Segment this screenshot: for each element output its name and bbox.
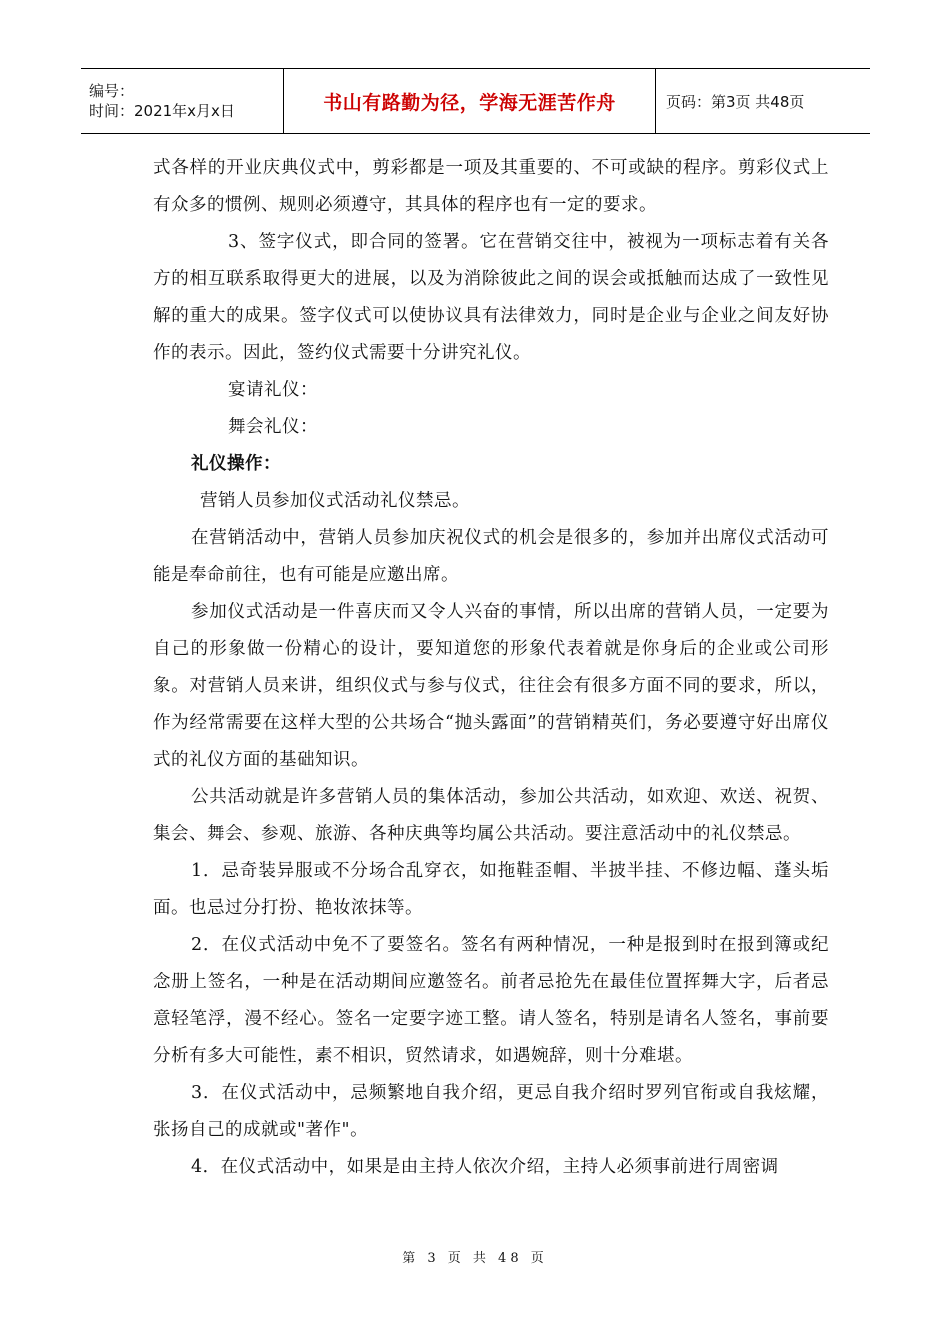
list-item: 3．在仪式活动中，忌频繁地自我介绍，更忌自我介绍时罗列官衔或自我炫耀，张扬自己的成就或"著作"。 (153, 1083, 829, 1140)
header-page-number: 页码：第3页 共48页 (666, 92, 805, 111)
paragraph: 营销人员参加仪式活动礼仪禁忌。 (200, 491, 470, 511)
paragraph: 3、签字仪式，即合同的签署。它在营销交往中，被视为一项标志着有关各方的相互联系取得更大的进展，以及为消除彼此之间的误会或抵触而达成了一致性见解的重大的成果。签字仪式可以使协议具有法律效力，同时是企业与企业之间友好协作的表示。因此，签约仪式需要十分讲究礼仪。 (153, 232, 829, 363)
header-motto: 书山有路勤为径，学海无涯苦作舟 (323, 91, 616, 114)
header-page-cell (656, 69, 870, 133)
list-item: 2．在仪式活动中免不了要签名。签名有两种情况，一种是报到时在报到簿或纪念册上签名，一种是在活动期间应邀签名。前者忌抢先在最佳位置挥舞大字，后者忌意轻笔浮，漫不经心。签名一定要字迹工整。请人签名，特别是请名人签名，事前要分析有多大可能性，素不相识，贸然请求，如遇婉辞，则十分难堪。 (153, 935, 829, 1066)
paragraph: 在营销活动中，营销人员参加庆祝仪式的机会是很多的，参加并出席仪式活动可能是奉命前往，也有可能是应邀出席。 (153, 528, 829, 585)
list-item: 1．忌奇装异服或不分场合乱穿衣，如拖鞋歪帽、半披半挂、不修边幅、蓬头垢面。也忌过分打扮、艳妆浓抹等。 (153, 861, 829, 918)
section-heading: 礼仪操作： (191, 454, 281, 474)
header-info-cell (81, 69, 284, 133)
paragraph: 式各样的开业庆典仪式中，剪彩都是一项及其重要的、不可或缺的程序。剪彩仪式上有众多的惯例、规则必须遵守，其具体的程序也有一定的要求。 (153, 158, 829, 215)
header-motto-cell (284, 69, 656, 133)
list-item: 4．在仪式活动中，如果是由主持人依次介绍，主持人必须事前进行周密调 (191, 1157, 779, 1177)
document-date: 时间：2021年x月x日 (89, 102, 235, 120)
paragraph: 参加仪式活动是一件喜庆而又令人兴奋的事情，所以出席的营销人员，一定要为自己的形象做一份精心的设计，要知道您的形象代表着就是你身后的企业或公司形象。对营销人员来讲，组织仪式与参与仪式，往往会有很多方面不同的要求，所以，作为经常需要在这样大型的公共场合“抛头露面”的营销精英们，务必要遵守好出席仪式的礼仪方面的基础知识。 (153, 602, 829, 770)
paragraph: 宴请礼仪： (228, 380, 318, 400)
document-body (153, 150, 829, 1186)
paragraph: 公共活动就是许多营销人员的集体活动，参加公共活动，如欢迎、欢送、祝贺、集会、舞会、参观、旅游、各种庆典等均属公共活动。要注意活动中的礼仪禁忌。 (153, 787, 829, 844)
paragraph: 舞会礼仪： (228, 417, 318, 437)
page-header (81, 68, 870, 134)
page-footer: 第 3 页 共 48 页 (402, 1251, 548, 1266)
document-number-label: 编号： (89, 82, 135, 100)
